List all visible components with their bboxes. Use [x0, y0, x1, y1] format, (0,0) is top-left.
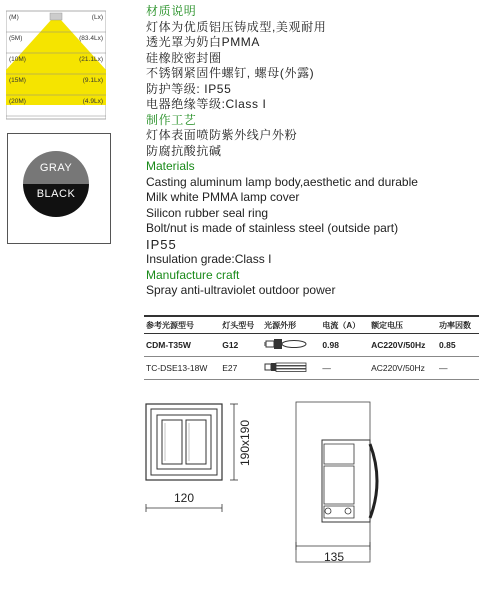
lamp-spec-table — [144, 315, 479, 380]
beam-lux: (Lx) — [91, 14, 103, 21]
table-cell: — — [437, 357, 479, 380]
side-view-drawing — [288, 396, 488, 568]
beam-lux: (83.4Lx) — [79, 35, 103, 42]
craft-line-zh: 防腐抗酸抗碱 — [146, 143, 222, 158]
material-heading-zh: 材质说明 — [146, 4, 197, 18]
spec-line-zh: 透光罩为奶白PMMA — [146, 35, 261, 49]
spec-line-zh: 硅橡胶密封圈 — [146, 50, 222, 65]
craft-heading-zh: 制作工艺 — [146, 112, 197, 127]
table-cell — [262, 357, 320, 380]
height-dimension-label: 190x190 — [238, 419, 252, 467]
spec-line-en: Bolt/nut is made of stainless steel (outside part) — [146, 221, 399, 235]
table-cell — [262, 334, 320, 357]
table-cell: G12 — [220, 334, 262, 357]
depth-dimension-label: 135 — [323, 550, 345, 564]
table-header: 光源外形 — [262, 316, 320, 334]
beam-distance: (10M) — [9, 56, 26, 63]
table-cell: 0.85 — [437, 334, 479, 357]
beam-lux: (9.1Lx) — [82, 77, 103, 84]
beam-distance: (5M) — [9, 35, 23, 42]
craft-line-en: Spray anti-ultraviolet outdoor power — [146, 283, 336, 297]
table-header-row — [144, 316, 479, 334]
front-view-drawing — [140, 396, 250, 521]
spec-line-en: Casting aluminum lamp body,aesthetic and durable — [146, 174, 418, 189]
table-row — [144, 334, 479, 357]
materials-heading-en: Materials — [146, 159, 195, 173]
width-dimension-label: 120 — [173, 491, 195, 505]
spec-line-en: Milk white PMMA lamp cover — [146, 190, 300, 204]
table-header: 额定电压 — [369, 316, 437, 334]
spec-line-zh: 防护等级: IP55 — [146, 81, 232, 96]
beam-lux: (4.9Lx) — [82, 98, 103, 105]
beam-distance: (M) — [9, 14, 19, 21]
black-label: BLACK — [36, 188, 76, 200]
table-cell: CDM-T35W — [144, 334, 220, 357]
beam-distance: (15M) — [9, 77, 26, 84]
light-distribution-diagram — [6, 10, 106, 120]
spec-text-block — [146, 4, 491, 299]
craft-line-zh: 灯体表面喷防紫外线户外粉 — [146, 128, 298, 142]
beam-distance: (20M) — [9, 98, 26, 105]
side-view-graphic — [288, 396, 488, 568]
table-header: 功率因数 — [437, 316, 479, 334]
table-cell: TC-DSE13-18W — [144, 357, 220, 380]
table-header: 参考光源型号 — [144, 316, 220, 334]
craft-heading-en: Manufacture craft — [146, 267, 240, 282]
table-cell: E27 — [220, 357, 262, 380]
table-cell: — — [320, 357, 369, 380]
table-cell: AC220V/50Hz — [369, 357, 437, 380]
spec-line-en: Silicon rubber seal ring — [146, 205, 269, 220]
table-header: 电流（A） — [320, 316, 369, 334]
table-row — [144, 357, 479, 380]
lamp-e27-icon — [264, 360, 310, 374]
color-swatch-circle — [23, 151, 89, 217]
table-cell: 0.98 — [320, 334, 369, 357]
beam-lux: (21.1Lx) — [79, 56, 103, 63]
spec-line-en: Insulation grade:Class I — [146, 252, 272, 266]
spec-line-en: IP55 — [146, 236, 177, 252]
spec-line-zh: 灯体为优质铝压铸成型,美观耐用 — [146, 19, 327, 34]
lamp-g12-icon — [264, 337, 310, 351]
table-cell: AC220V/50Hz — [369, 334, 437, 357]
gray-label: GRAY — [39, 162, 73, 174]
spec-line-zh: 电器绝缘等级:Class I — [146, 97, 267, 111]
table-header: 灯头型号 — [220, 316, 262, 334]
spec-line-zh: 不锈钢紧固件螺钉, 螺母(外露) — [146, 66, 315, 80]
